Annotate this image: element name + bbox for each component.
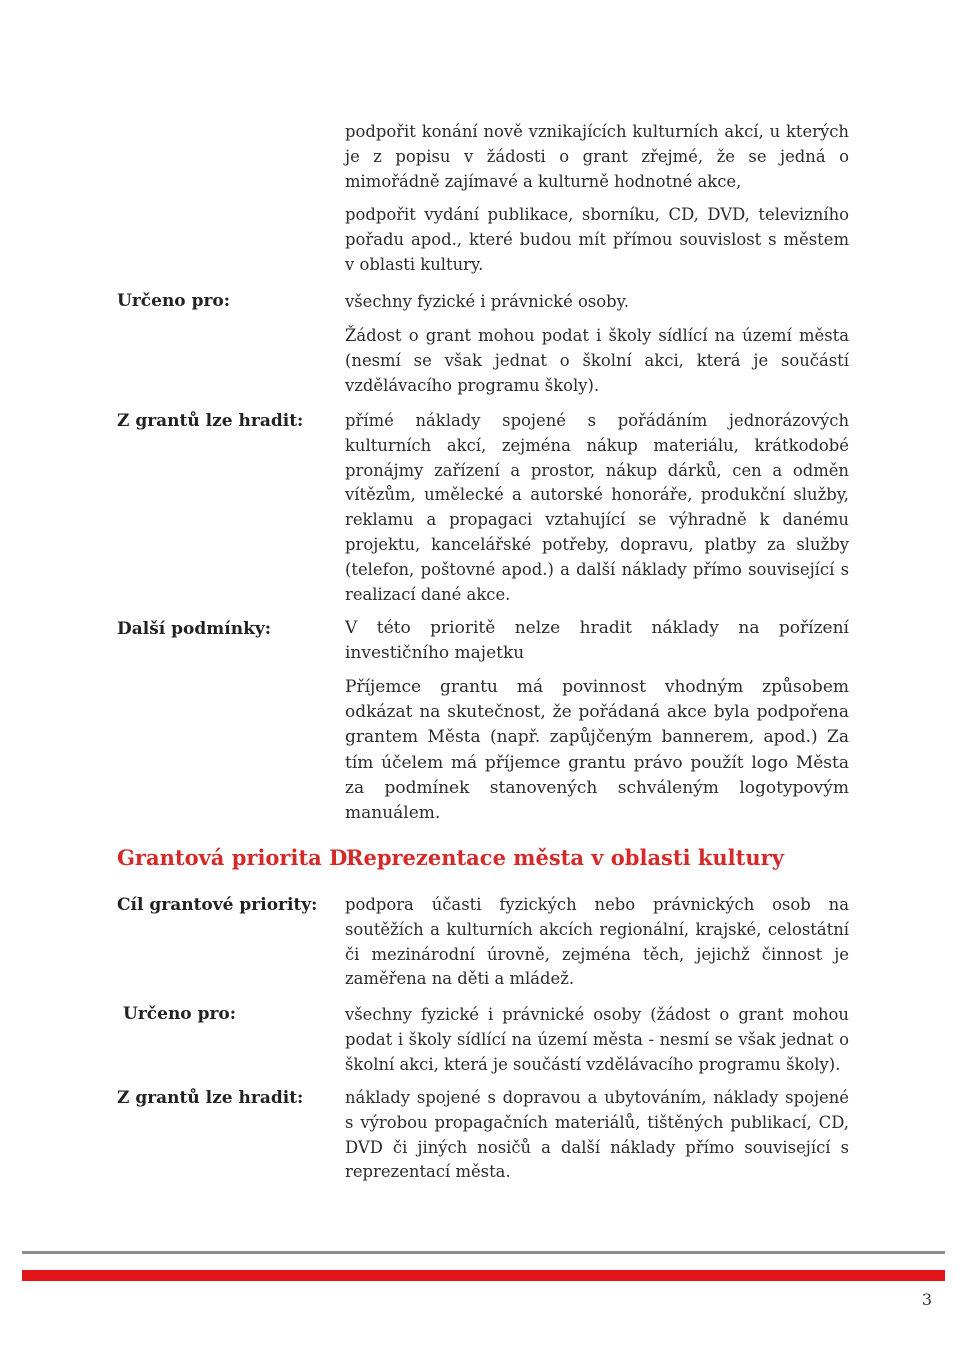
urceno-text-1: všechny fyzické i právnické osoby. <box>345 292 629 311</box>
cil-priority-text: podpora účasti fyzických nebo právnických osob na soutěžích a kulturních akcích regionální, krajské, celostátní či mezinárodní úrovně, zejména těch, jejichž činnost je zaměřena na děti a mládež. <box>345 895 849 989</box>
hradit-label: Z grantů lze hradit: <box>117 411 304 431</box>
dalsi-podminky-label: Další podmínky: <box>117 619 272 639</box>
priority-d-hradit-text: náklady spojené s dopravou a ubytováním, náklady spojené s výrobou propagačních materiálů, tištěných publikací, CD, DVD či jiných nosičů a další náklady přímo související s reprezentací města. <box>345 1088 849 1182</box>
priority-d-label: Grantová priorita D: <box>117 845 356 870</box>
urceno-label: Určeno pro: <box>117 291 231 311</box>
priority-d-urceno-label: Určeno pro: <box>123 1004 237 1024</box>
priority-d-hradit-label: Z grantů lze hradit: <box>117 1088 304 1108</box>
priority-d-title: Reprezentace města v oblasti kultury <box>346 845 784 870</box>
cil-priority-label: Cíl grantové priority: <box>117 895 318 915</box>
dalsi-podminky-text-1: V této prioritě nelze hradit náklady na pořízení investičního majetku <box>345 618 849 664</box>
footer-gray-rule <box>22 1251 945 1254</box>
footer-red-bar <box>22 1270 945 1281</box>
hradit-text: přímé náklady spojené s pořádáním jednorázových kulturních akcí, zejména nákup materiálu, krátkodobé pronájmy zařízení a prostor, nákup dárků, cen a odměn vítězům, umělecké a autorské honoráře, produkční služby, reklamu a propagaci vztahující se výhradně k danému projektu, kancelářské potřeby, dopravu, platby za služby (telefon, poštovné apod.) a další náklady přímo související s realizací dané akce. <box>345 411 849 604</box>
page-number: 3 <box>921 1290 932 1309</box>
intro-paragraph-2: podpořit vydání publikace, sborníku, CD, DVD, televizního pořadu apod., které budou mít přímou souvislost s městem v oblasti kultury. <box>345 205 849 274</box>
priority-d-urceno-text: všechny fyzické i právnické osoby (žádost o grant mohou podat i školy sídlící na území města - nesmí se však jednat o školní akci, která je součástí vzdělávacího programu školy). <box>345 1005 849 1074</box>
intro-paragraph-1: podpořit konání nově vznikajících kulturních akcí, u kterých je z popisu v žádosti o grant zřejmé, že se jedná o mimořádně zajímavé a kulturně hodnotné akce, <box>345 122 849 191</box>
dalsi-podminky-text-2: Příjemce grantu má povinnost vhodným způsobem odkázat na skutečnost, že pořádaná akce byla podpořena grantem Města (např. zapůjčeným bannerem, apod.) Za tím účelem má příjemce grantu právo použít logo Města za podmínek stanovených schváleným logotypovým manuálem. <box>345 677 849 824</box>
urceno-text-2: Žádost o grant mohou podat i školy sídlící na území města (nesmí se však jednat o školní akci, která je součástí vzdělávacího programu školy). <box>345 326 849 395</box>
